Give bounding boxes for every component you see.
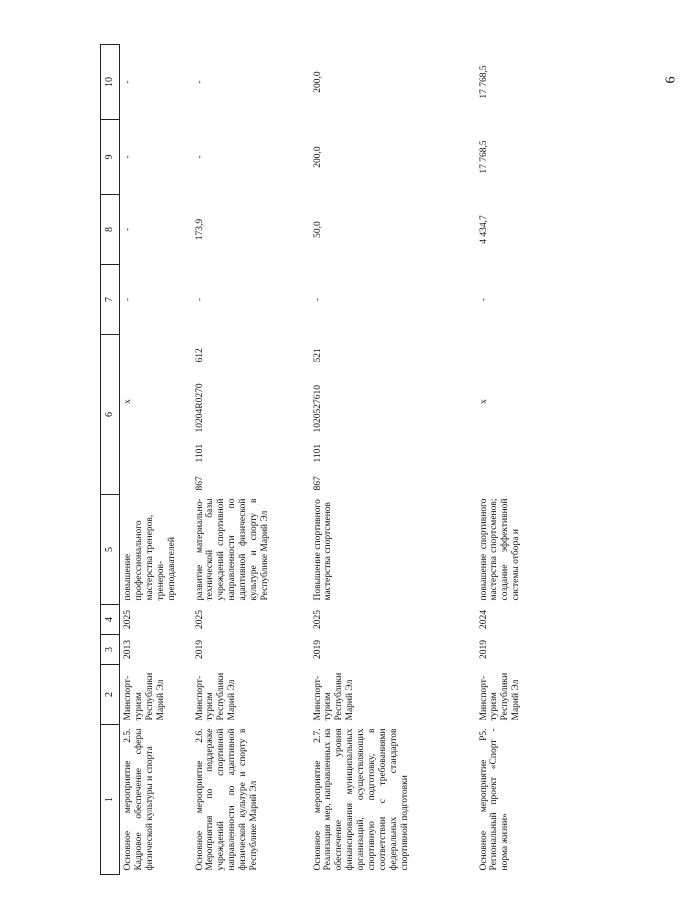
- value-col-10: -: [194, 80, 205, 84]
- activity-name: Основное мероприятие 2.6. Мероприятия по поддержке учреждений спортивной направленности по адаптивной физической культуре и спорту в Республике Марий Эл: [194, 728, 260, 871]
- value-col-8: 4 434,7: [478, 215, 489, 244]
- start-year: 2019: [194, 640, 205, 659]
- expense-type-code: [476, 335, 556, 367]
- end-year: 2024: [478, 610, 489, 629]
- target-article-code: 1020527610: [312, 385, 323, 433]
- value-col-9: 17 768,5: [478, 140, 489, 174]
- activity-name: Основное мероприятие 2.7. Реализация мер, направленных на обеспечение уровня финансирования муниципальных организаций, осуществляющих спортивную подготовку, в соответствии с требованиями федеральных стандартов спортивной подготовки: [312, 728, 410, 871]
- col-header-1: 1: [101, 725, 120, 875]
- end-year: 2025: [123, 610, 133, 629]
- value-col-8: 50,0: [312, 221, 323, 238]
- start-year: 2013: [123, 640, 133, 659]
- grbs-code: 867: [312, 476, 323, 491]
- executor: Минспорт-туризм Республики Марий Эл: [194, 672, 238, 721]
- value-col-7: -: [123, 297, 133, 302]
- expected-result: развитие материально-технической базы учреждений спортивной направленности по адаптивной физической культуре и спорту в Республике Марий Эл: [194, 498, 271, 601]
- value-col-7: -: [478, 297, 489, 302]
- value-col-9: -: [194, 155, 205, 159]
- table-row: [192, 45, 310, 875]
- target-article-code: х: [478, 399, 489, 404]
- grbs-code: [120, 467, 192, 495]
- target-article-code: 10204R0270: [194, 383, 205, 433]
- expected-result: повышение профессионального мастерства тренеров, тренеров-преподавателей: [123, 514, 177, 601]
- activity-name: Основное мероприятие Р5. Региональный проект «Спорт - норма жизни»: [478, 728, 511, 871]
- value-col-7: -: [194, 297, 205, 302]
- expected-result: Повышение спортивного мастерства спортсменов: [312, 499, 334, 601]
- table-row: [310, 45, 476, 875]
- activity-name: Основное мероприятие 2.5. Кадровое обеспечение сферы физической культуры и спорта: [123, 728, 155, 871]
- col-header-3: 3: [101, 635, 120, 665]
- col-header-4: 4: [101, 605, 120, 635]
- grbs-code: [476, 467, 556, 495]
- expense-type-code: 521: [312, 348, 323, 363]
- col-header-8: 8: [101, 195, 120, 265]
- start-year: 2019: [312, 640, 323, 659]
- executor: Минспорт-туризм Республики Марий Эл: [312, 672, 356, 721]
- section-code: [120, 437, 192, 467]
- value-col-7: -: [312, 297, 323, 302]
- table-row: [120, 45, 192, 875]
- end-year: 2025: [312, 610, 323, 629]
- value-col-10: 200,0: [312, 71, 323, 93]
- expected-result: повышение спортивного мастерства спортсменов; создание эффективной системы отбора и: [478, 498, 522, 601]
- expense-type-code: [120, 335, 192, 367]
- section-code: 1101: [312, 443, 323, 463]
- target-article-code: х: [123, 399, 133, 404]
- section-code: [476, 437, 556, 467]
- col-header-10: 10: [101, 45, 120, 120]
- column-number-row: [101, 45, 120, 875]
- table-row: [476, 45, 556, 875]
- value-col-10: 17 768,5: [478, 65, 489, 99]
- executor: Минспорт-туризм Республики Марий Эл: [478, 672, 522, 721]
- program-activities-table: [100, 44, 556, 875]
- col-header-7: 7: [101, 265, 120, 335]
- end-year: 2025: [194, 610, 205, 629]
- value-col-8: 173,9: [194, 218, 205, 241]
- value-col-10: -: [123, 80, 133, 84]
- section-code: 1101: [194, 443, 205, 463]
- col-header-2: 2: [101, 665, 120, 725]
- grbs-code: 867: [194, 476, 205, 491]
- rotated-table-container: [100, 45, 622, 875]
- expense-type-code: 612: [194, 348, 205, 363]
- start-year: 2019: [478, 640, 489, 659]
- col-header-9: 9: [101, 120, 120, 195]
- value-col-8: -: [123, 227, 133, 232]
- col-header-6: 6: [101, 335, 120, 495]
- value-col-9: 200,0: [312, 146, 323, 168]
- page-number: 6: [663, 76, 679, 84]
- executor: Минспорт-туризм Республики Марий Эл: [123, 672, 166, 721]
- value-col-9: -: [123, 155, 133, 159]
- col-header-5: 5: [101, 495, 120, 605]
